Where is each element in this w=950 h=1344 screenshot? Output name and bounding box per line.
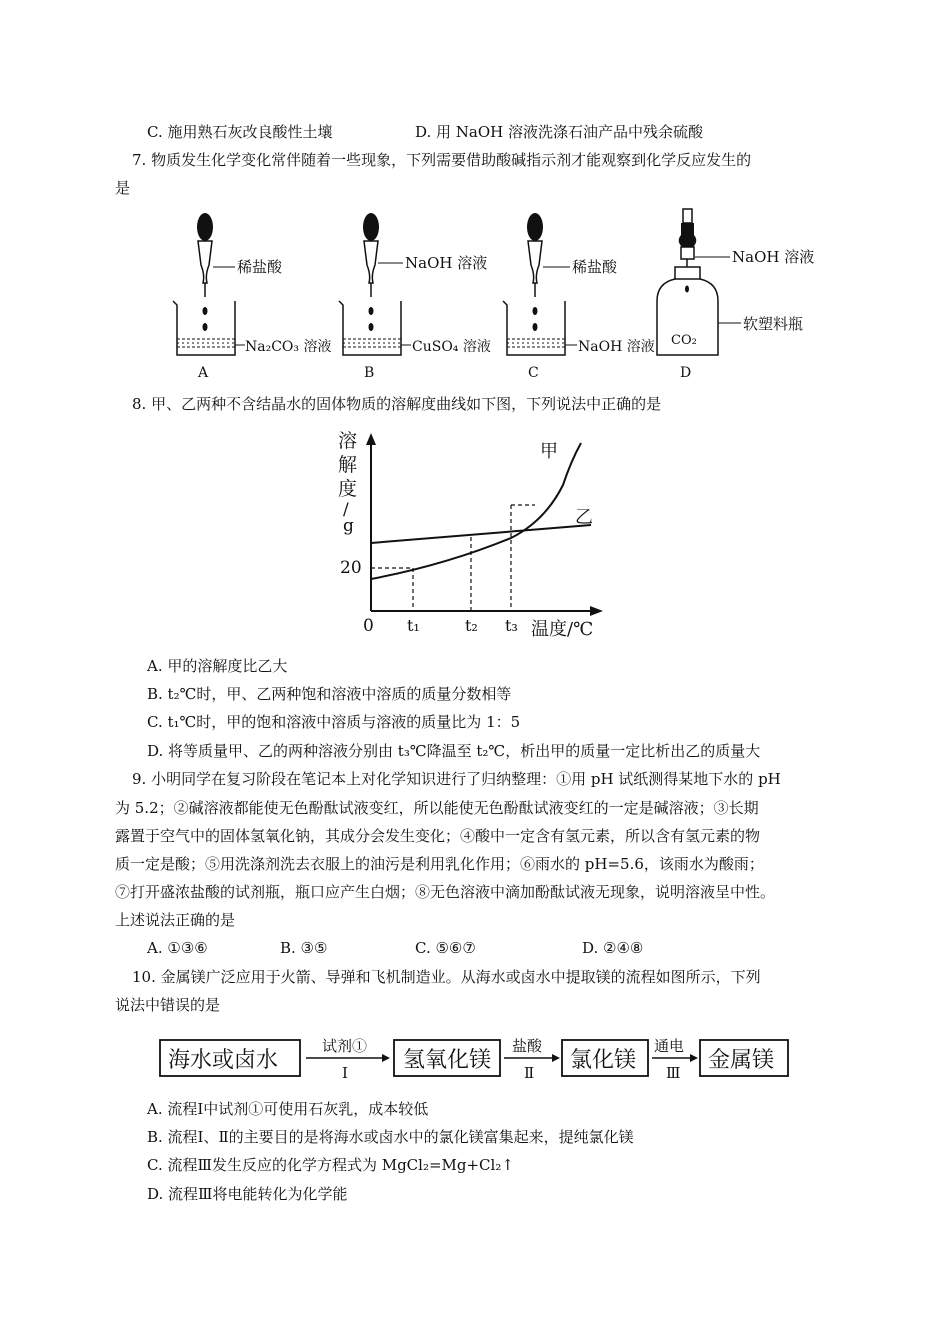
x-tick-t3: t₃ [505,616,518,635]
figure-d-bottle-label: 软塑料瓶 [743,315,804,333]
q9-line5: ⑦打开盛浓盐酸的试剂瓶，瓶口应产生白烟；⑧无色溶液中滴加酚酞试液无现象，说明溶液呈中性。 [115,883,776,901]
y-axis-label-char: g [343,516,354,536]
q9-line6: 上述说法正确的是 [115,911,236,929]
figure-c-letter: C [528,365,539,381]
curve-jia-label: 甲 [540,441,558,462]
figure-a-dropper-label: 稀盐酸 [237,258,283,276]
q10-option-d: D. 流程Ⅲ将电能转化为化学能 [147,1185,348,1203]
origin-label: 0 [363,616,374,636]
x-axis-label: 温度/℃ [531,619,594,640]
flow-arrow1-bottom: Ⅰ [342,1064,348,1082]
figure-a-letter: A [198,365,209,381]
q8-option-c: C. t₁℃时，甲的饱和溶液中溶质与溶液的质量比为 1：5 [147,713,521,731]
q8-option-b: B. t₂℃时，甲、乙两种饱和溶液中溶质的质量分数相等 [147,685,512,703]
q7-stem-line2: 是 [115,179,131,197]
q9-line4: 质一定是酸；⑤用洗涤剂洗去衣服上的油污是利用乳化作用；⑥雨水的 pH=5.6，该雨水为酸雨； [115,855,764,873]
figure-b-letter: B [364,365,375,381]
q6-option-d: D. 用 NaOH 溶液洗涤石油产品中残余硫酸 [415,123,704,141]
figure-d [657,209,814,381]
figure-c [503,213,655,381]
figure-a [173,213,331,381]
flow-arrow2-top: 盐酸 [512,1037,543,1055]
q10-line1: 10. 金属镁广泛应用于火箭、导弹和飞机制造业。从海水或卤水中提取镁的流程如图所示，下列 [132,968,761,986]
figure-d-dropper-label: NaOH 溶液 [732,248,815,266]
x-tick-t2: t₂ [465,616,478,635]
q10-option-c: C. 流程Ⅲ发生反应的化学方程式为 MgCl₂=Mg+Cl₂↑ [147,1156,514,1174]
q9-option-c: C. ⑤⑥⑦ [415,939,476,957]
figure-b-solution-label: CuSO₄ 溶液 [412,339,491,355]
y-axis-label-char: 解 [338,454,358,476]
q8-option-a: A. 甲的溶解度比乙大 [147,657,288,675]
curve-jia [371,443,581,579]
x-tick-t1: t₁ [407,616,420,635]
flow-arrow3-bottom: Ⅲ [666,1064,681,1082]
q10-option-a: A. 流程Ⅰ中试剂①可使用石灰乳，成本较低 [147,1100,429,1118]
q9-line3: 露置于空气中的固体氢氧化钠，其成分会发生变化；④酸中一定含有氢元素，所以含有氢元素的物 [115,827,761,845]
figure-c-dropper-label: 稀盐酸 [572,258,618,276]
figure-d-gas-label: CO₂ [671,333,697,348]
q10-line2: 说法中错误的是 [115,996,221,1014]
y-axis-label-char: / [343,500,349,520]
figure-b [339,213,491,381]
q10-flow-diagram [158,1028,798,1088]
flow-box-mgcl2-label: 氯化镁 [570,1048,637,1073]
figure-c-solution-label: NaOH 溶液 [578,339,655,355]
curve-yi [371,525,591,543]
figure-a-solution-label: Na₂CO₃ 溶液 [245,339,332,355]
curve-yi-label: 乙 [575,507,593,528]
q7-stem-line1: 7. 物质发生化学变化常伴随着一些现象，下列需要借助酸碱指示剂才能观察到化学反应发生的 [132,151,752,169]
flow-box-seawater-label: 海水或卤水 [168,1048,279,1073]
flow-box-mgoh2-label: 氢氧化镁 [403,1048,492,1073]
y-axis-label-char: 溶 [338,430,358,452]
q9-option-a: A. ①③⑥ [147,939,208,957]
figure-b-dropper-label: NaOH 溶液 [405,254,488,272]
flow-arrow2-bottom: Ⅱ [524,1064,535,1082]
q9-line2: 为 5.2；②碱溶液都能使无色酚酞试液变红，所以能使无色酚酞试液变红的一定是碱溶液；③长期 [115,799,759,817]
q8-stem: 8. 甲、乙两种不含结晶水的固体物质的溶解度曲线如下图，下列说法中正确的是 [132,395,662,413]
q9-line1: 9. 小明同学在复习阶段在笔记本上对化学知识进行了归纳整理：①用 pH 试纸测得某地下水的 pH [132,770,781,788]
y-tick-20: 20 [340,558,362,578]
flow-arrow3-top: 通电 [654,1037,685,1055]
q9-option-b: B. ③⑤ [280,939,328,957]
q8-option-d: D. 将等质量甲、乙的两种溶液分别由 t₃℃降温至 t₂℃，析出甲的质量一定比析出乙的质量大 [147,742,761,760]
figure-d-letter: D [680,365,692,381]
q10-option-b: B. 流程Ⅰ、Ⅱ的主要目的是将海水或卤水中的氯化镁富集起来，提纯氯化镁 [147,1128,634,1146]
flow-box-mg-label: 金属镁 [708,1048,775,1073]
q7-apparatus-figure [165,205,825,385]
q8-solubility-chart [335,425,625,640]
q6-option-c: C. 施用熟石灰改良酸性土壤 [147,123,333,141]
q9-option-d: D. ②④⑧ [582,939,644,957]
y-axis-label-char: 度 [338,478,358,500]
flow-arrow1-top: 试剂① [322,1037,368,1055]
